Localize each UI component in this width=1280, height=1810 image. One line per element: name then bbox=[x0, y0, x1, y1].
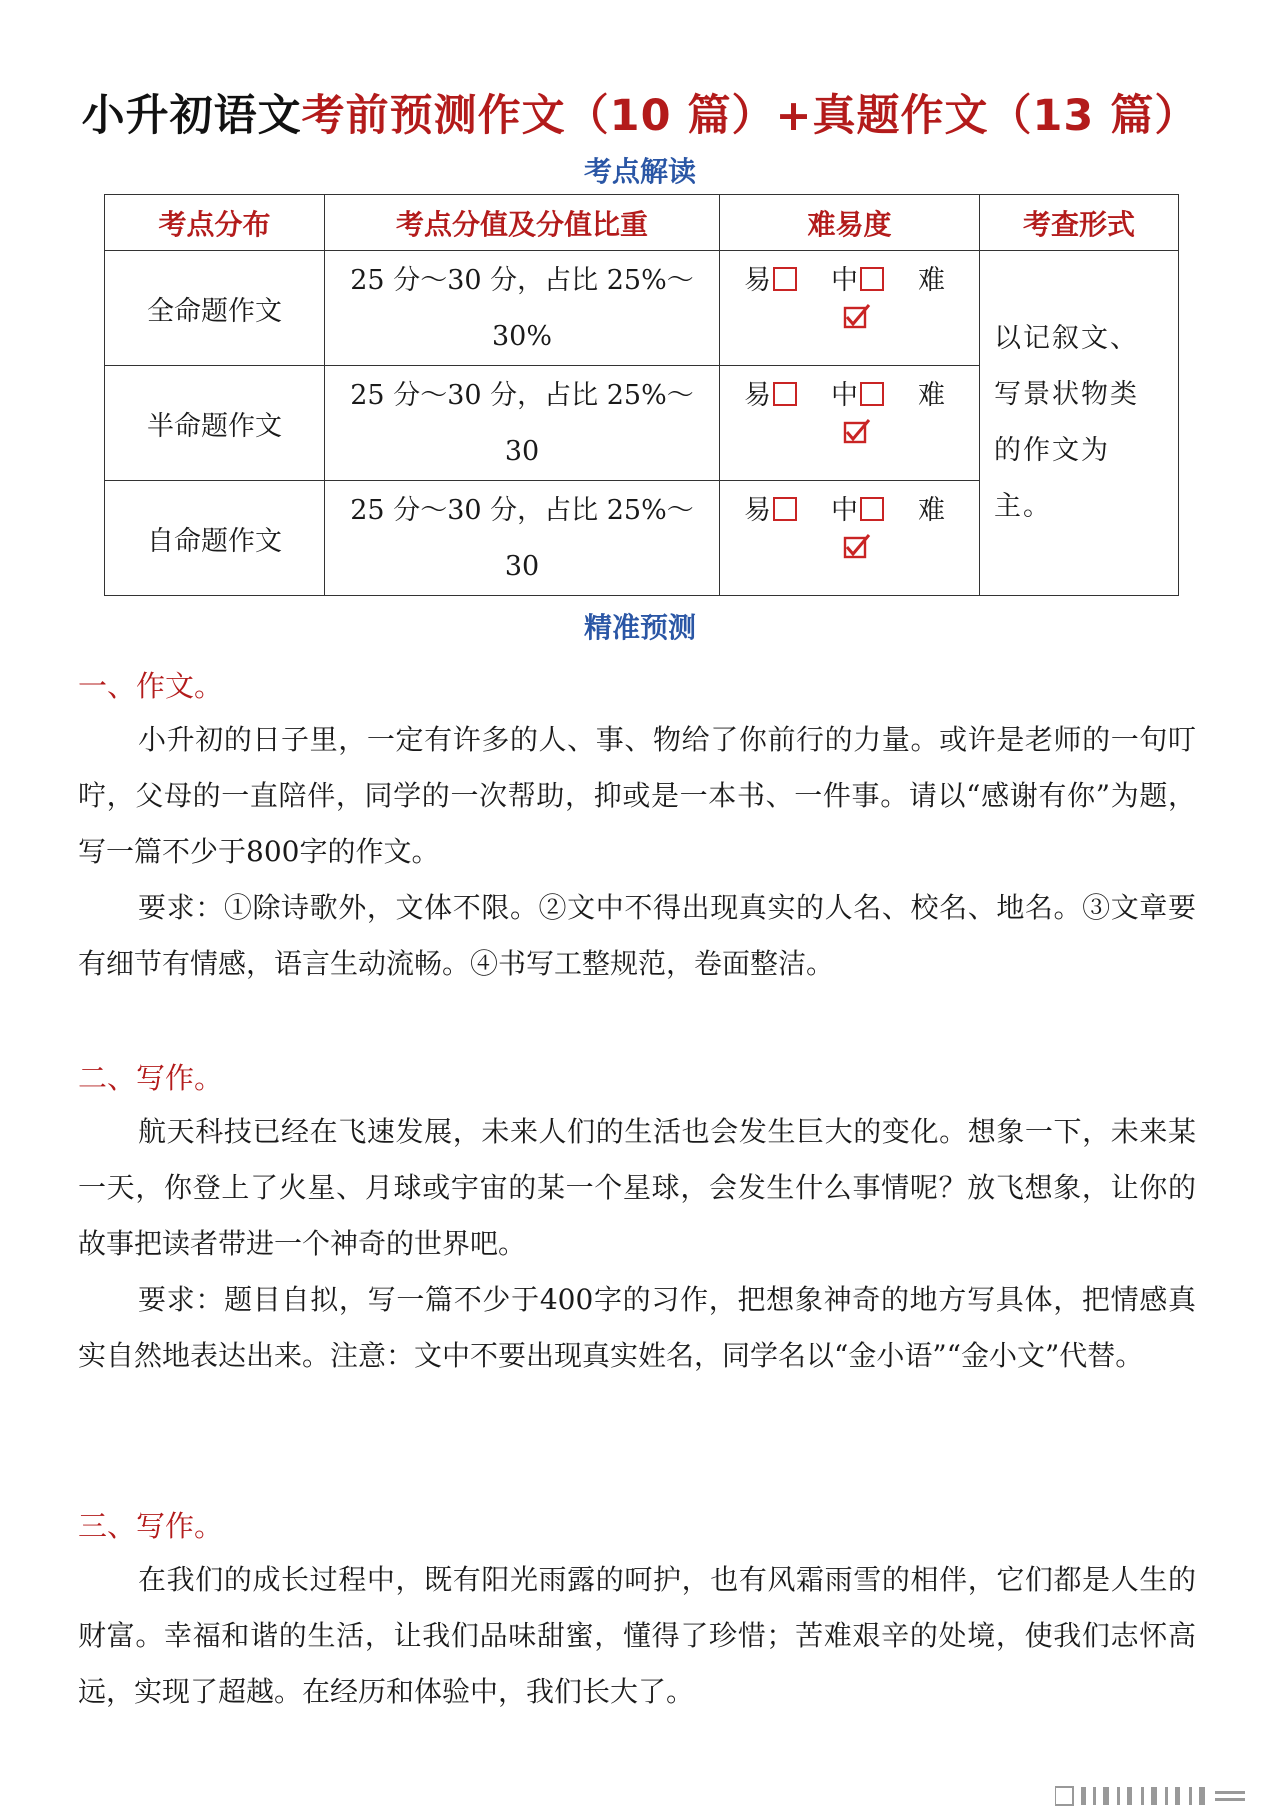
question-1-requirements: 要求：①除诗歌外，文体不限。②文中不得出现真实的人名、校名、地名。③文章要有细节有情感，语言生动流畅。④书写工整规范，卷面整洁。 bbox=[78, 891, 1196, 980]
row-category: 半命题作文 bbox=[105, 366, 325, 481]
hard-label: 难 bbox=[918, 380, 945, 411]
medium-checkbox bbox=[860, 497, 884, 521]
easy-label: 易 bbox=[744, 380, 771, 411]
row-difficulty bbox=[720, 481, 980, 596]
row-score bbox=[325, 366, 720, 481]
question-2-heading: 二、写作。 bbox=[78, 1061, 224, 1095]
easy-checkbox bbox=[773, 497, 797, 521]
hard-label: 难 bbox=[918, 265, 945, 296]
row-category: 全命题作文 bbox=[105, 251, 325, 366]
hard-label: 难 bbox=[918, 495, 945, 526]
header-form: 考查形式 bbox=[980, 195, 1179, 251]
section-precise-prediction: 精准预测 bbox=[583, 611, 696, 644]
row-score bbox=[325, 481, 720, 596]
question-3-body: 在我们的成长过程中，既有阳光雨露的呵护，也有风霜雨雪的相伴，它们都是人生的财富。幸福和谐的生活，让我们品味甜蜜，懂得了珍惜；苦难艰辛的处境，使我们志怀高远，实现了超越。在经历和体验中，我们长大了。 bbox=[78, 1563, 1196, 1708]
row-difficulty bbox=[720, 251, 980, 366]
hard-checked-box-icon bbox=[842, 533, 872, 559]
easy-checkbox bbox=[773, 267, 797, 291]
easy-label: 易 bbox=[744, 265, 771, 296]
section-exam-analysis: 考点解读 bbox=[583, 155, 696, 188]
exam-points-table bbox=[104, 194, 1179, 596]
medium-label: 中 bbox=[831, 495, 858, 526]
score-line2: 30% bbox=[491, 321, 552, 352]
table-header-row bbox=[105, 195, 1179, 251]
header-difficulty: 难易度 bbox=[720, 195, 980, 251]
medium-checkbox bbox=[860, 382, 884, 406]
question-1-body: 小升初的日子里，一定有许多的人、事、物给了你前行的力量。或许是老师的一句叮咛，父母的一直陪伴，同学的一次帮助，抑或是一本书、一件事。请以“感谢有你”为题，写一篇不少于800字的作文。 bbox=[78, 723, 1196, 868]
easy-label: 易 bbox=[744, 495, 771, 526]
header-distribution: 考点分布 bbox=[105, 195, 325, 251]
hard-checked-box-icon bbox=[842, 418, 872, 444]
header-score: 考点分值及分值比重 bbox=[325, 195, 720, 251]
barcode-icon bbox=[1055, 1785, 1255, 1807]
question-2-body: 航天科技已经在飞速发展，未来人们的生活也会发生巨大的变化。想象一下，未来某一天，你登上了火星、月球或宇宙的某一个星球，会发生什么事情呢？放飞想象，让你的故事把读者带进一个神奇的世界吧。 bbox=[78, 1115, 1196, 1260]
score-line1: 25 分～30 分，占比 25%～ bbox=[350, 380, 694, 411]
title-red: 考前预测作文（10 篇）+真题作文（13 篇） bbox=[301, 91, 1199, 141]
row-category: 自命题作文 bbox=[105, 481, 325, 596]
medium-checkbox bbox=[860, 267, 884, 291]
easy-checkbox bbox=[773, 382, 797, 406]
row-score bbox=[325, 251, 720, 366]
score-line1: 25 分～30 分，占比 25%～ bbox=[350, 495, 694, 526]
medium-label: 中 bbox=[831, 265, 858, 296]
table-row bbox=[105, 251, 1179, 366]
title-black: 小升初语文 bbox=[81, 91, 302, 141]
score-line1: 25 分～30 分，占比 25%～ bbox=[350, 265, 694, 296]
hard-checked-box-icon bbox=[842, 303, 872, 329]
row-difficulty bbox=[720, 366, 980, 481]
form-cell: 以记叙文、写景状物类的作文为主。 bbox=[980, 251, 1179, 596]
score-line2: 30 bbox=[504, 551, 540, 582]
question-3-heading: 三、写作。 bbox=[78, 1509, 224, 1543]
question-2-requirements: 要求：题目自拟，写一篇不少于400字的习作，把想象神奇的地方写具体，把情感真实自然地表达出来。注意：文中不要出现真实姓名，同学名以“金小语”“金小文”代替。 bbox=[78, 1283, 1196, 1372]
page-title bbox=[0, 82, 1280, 143]
medium-label: 中 bbox=[831, 380, 858, 411]
question-1-heading: 一、作文。 bbox=[78, 669, 224, 703]
score-line2: 30 bbox=[504, 436, 540, 467]
